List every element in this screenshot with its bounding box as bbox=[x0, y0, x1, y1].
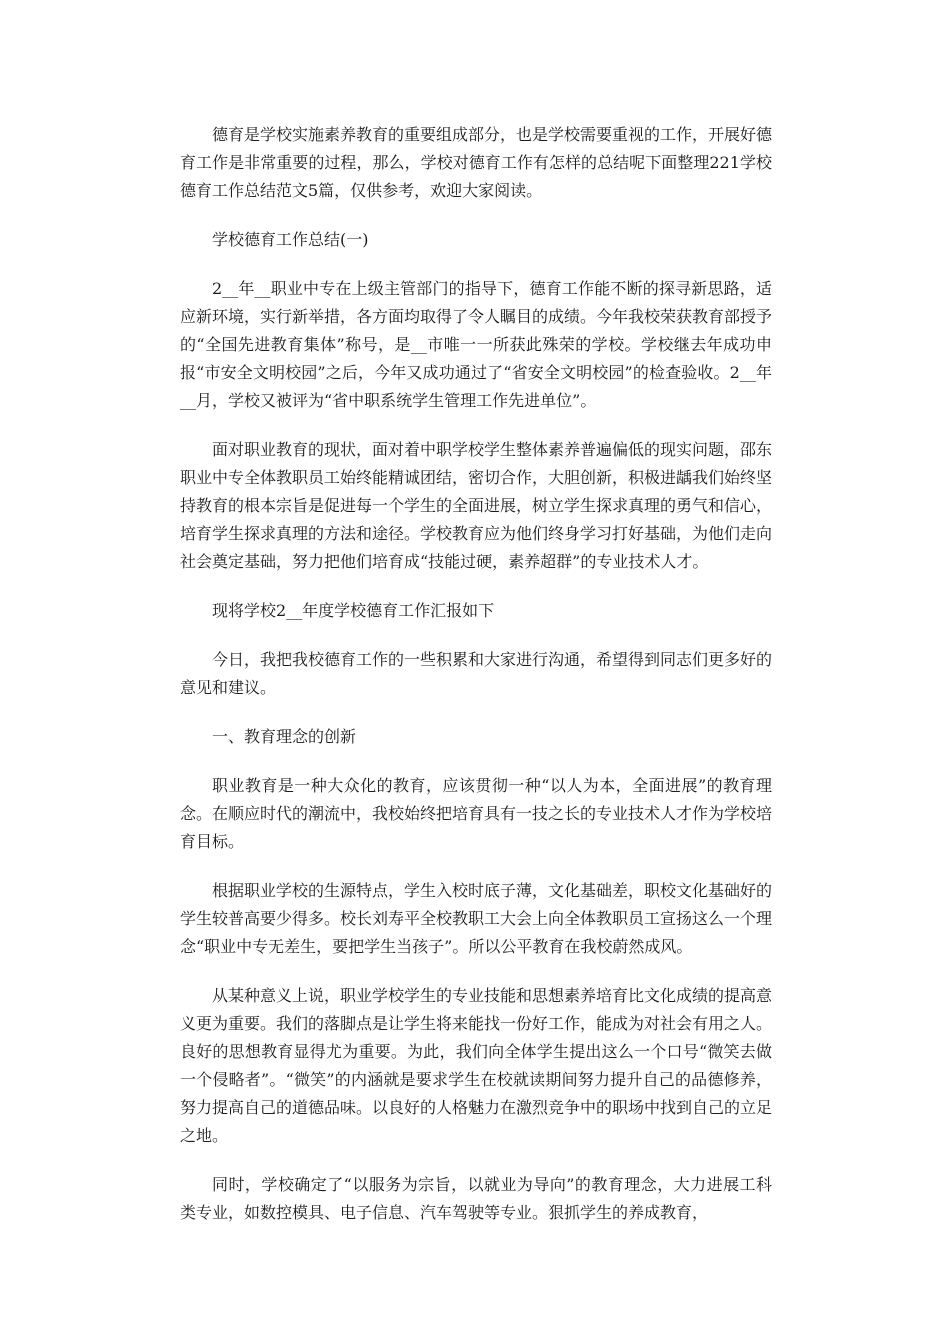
communication-paragraph: 今日，我把我校德育工作的一些积累和大家进行沟通，希望得到同志们更多好的意见和建议。 bbox=[180, 650, 773, 697]
report-heading-paragraph: 现将学校2__年度学校德育工作汇报如下 bbox=[212, 601, 495, 620]
achievements-paragraph: 2__年__职业中专在上级主管部门的指导下，德育工作能不断的探寻新思路，适应新环境，实行新举措，各方面均取得了令人瞩目的成绩。今年我校荣获教育部授予的“全国先进教育集体”称号，是__市唯一一所获此殊荣的学校。学校继去年成功申报“市安全文明校园”之后，今年又成功通过了“省安全文明校园”的检查验收。2__年__月，学校又被评为“省中职系统学生管理工作先进单位”。 bbox=[180, 279, 773, 410]
section-title-one: 学校德育工作总结(一) bbox=[212, 230, 369, 249]
subheading-education-concept: 一、教育理念的创新 bbox=[212, 727, 357, 746]
intro-paragraph: 德育是学校实施素养教育的重要组成部分，也是学校需要重视的工作，开展好德育工作是非常重要的过程，那么，学校对德育工作有怎样的总结呢下面整理221学校德育工作总结范文5篇，仅供参考，欢迎大家阅读。 bbox=[180, 125, 773, 200]
students-paragraph: 根据职业学校的生源特点，学生入校时底子薄，文化基础差，职校文化基础好的学生较普高要少得多。校长刘寿平全校教职工大会上向全体教职员工宣扬这么一个理念“职业中专无差生，要把学生当孩子”。所以公平教育在我校蔚然成风。 bbox=[180, 881, 773, 956]
document-body bbox=[180, 121, 772, 1227]
service-paragraph: 同时，学校确定了“以服务为宗旨，以就业为导向”的教育理念，大力进展工科类专业，如数控模具、电子信息、汽车驾驶等专业。狠抓学生的养成教育， bbox=[180, 1175, 772, 1222]
status-paragraph: 面对职业教育的现状，面对着中职学校学生整体素养普遍偏低的现实问题，邵东职业中专全体教职员工始终能精诚团结，密切合作，大胆创新，积极进龋我们始终坚持教育的根本宗旨是促进每一个学生的全面进展，树立学生探求真理的勇气和信心，培育学生探求真理的方法和途径。学校教育应为他们终身学习打好基础，为他们走向社会奠定基础，努力把他们培育成“技能过硬，素养超群”的专业技术人才。 bbox=[180, 440, 773, 571]
concept-paragraph: 职业教育是一种大众化的教育，应该贯彻一种“以人为本，全面进展”的教育理念。在顺应时代的潮流中，我校始终把培育具有一技之长的专业技术人才作为学校培育目标。 bbox=[180, 776, 773, 851]
skills-paragraph: 从某种意义上说，职业学校学生的专业技能和思想素养培育比文化成绩的提高意义更为重要。我们的落脚点是让学生将来能找一份好工作，能成为对社会有用之人。良好的思想教育显得尤为重要。为此，我们向全体学生提出这么一个口号“微笑去做一个侵略者”。“微笑”的内涵就是要求学生在校就读期间努力提升自己的品德修养，努力提高自己的道德品味。以良好的人格魅力在激烈竞争中的职场中找到自己的立足之地。 bbox=[180, 986, 773, 1145]
